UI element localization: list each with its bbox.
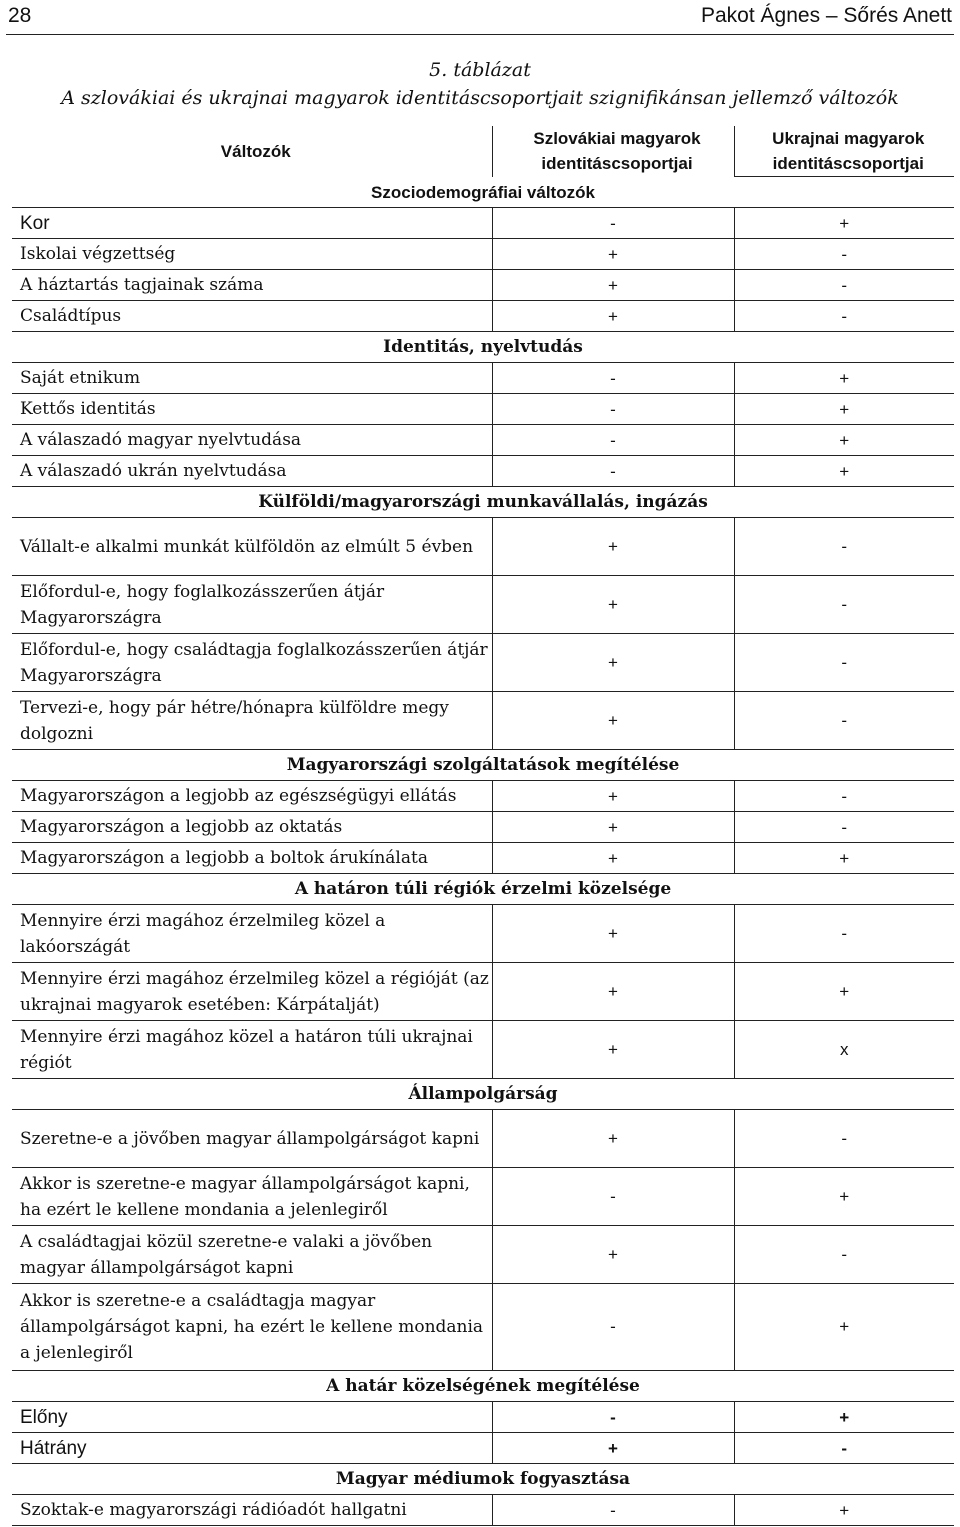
- row-label: A háztartás tagjainak száma: [12, 270, 492, 301]
- section-title: Magyarországi szolgáltatások megítélése: [12, 750, 954, 781]
- row-label: Mennyire érzi magához érzelmileg közel a lakóországát: [12, 905, 492, 963]
- value-slovakia: -: [492, 394, 734, 425]
- value-slovakia: +: [492, 692, 734, 750]
- value-ukraine: -: [734, 1433, 954, 1464]
- table-row: [12, 905, 954, 963]
- value-slovakia: -: [492, 1284, 734, 1371]
- value-ukraine: -: [734, 634, 954, 692]
- table-row: [12, 518, 954, 576]
- table-row: [12, 963, 954, 1021]
- table-row: [12, 1021, 954, 1079]
- table-row: [12, 1433, 954, 1464]
- table-row: [12, 239, 954, 270]
- table-row: [12, 812, 954, 843]
- row-label: Kor: [12, 208, 492, 239]
- value-slovakia: +: [492, 843, 734, 874]
- table-row: [12, 843, 954, 874]
- value-slovakia: +: [492, 781, 734, 812]
- value-ukraine: -: [734, 301, 954, 332]
- row-label: Mennyire érzi magához közel a határon túli ukrajnai régiót: [12, 1021, 492, 1079]
- table-row: [12, 208, 954, 239]
- value-slovakia: +: [492, 905, 734, 963]
- row-label: Mennyire érzi magához érzelmileg közel a régióját (az ukrajnai magyarok esetében: Kárpátalját): [12, 963, 492, 1021]
- value-ukraine: +: [734, 1402, 954, 1433]
- value-ukraine: +: [734, 363, 954, 394]
- section-row: [12, 874, 954, 905]
- table-row: [12, 692, 954, 750]
- value-slovakia: -: [492, 1168, 734, 1226]
- table-row: [12, 781, 954, 812]
- table-title: A szlovákiai és ukrajnai magyarok identitáscsoportjait szignifikánsan jellemző változók: [61, 87, 899, 109]
- value-ukraine: +: [734, 394, 954, 425]
- row-label: Magyarországon a legjobb az oktatás: [12, 812, 492, 843]
- table-header-row: [12, 126, 954, 177]
- section-title: Magyar médiumok fogyasztása: [12, 1464, 954, 1495]
- value-ukraine: +: [734, 1495, 954, 1526]
- value-slovakia: +: [492, 301, 734, 332]
- row-label: A családtagjai közül szeretne-e valaki a jövőben magyar állampolgárságot kapni: [12, 1226, 492, 1284]
- section-row: [12, 332, 954, 363]
- table-row: [12, 1495, 954, 1526]
- row-label: Szoktak-e magyarországi rádióadót hallgatni: [12, 1495, 492, 1526]
- value-slovakia: +: [492, 1110, 734, 1168]
- table-row: [12, 634, 954, 692]
- value-slovakia: -: [492, 1402, 734, 1433]
- section-row: [12, 1371, 954, 1402]
- value-slovakia: -: [492, 363, 734, 394]
- value-slovakia: +: [492, 239, 734, 270]
- table-row: [12, 1284, 954, 1371]
- row-label: A válaszadó magyar nyelvtudása: [12, 425, 492, 456]
- value-ukraine: +: [734, 963, 954, 1021]
- table-row: [12, 425, 954, 456]
- row-label: Hátrány: [12, 1433, 492, 1464]
- table-row: [12, 1168, 954, 1226]
- value-slovakia: +: [492, 518, 734, 576]
- table-row: [12, 1402, 954, 1433]
- page-authors: Pakot Ágnes – Sőrés Anett: [701, 4, 952, 27]
- value-slovakia: -: [492, 456, 734, 487]
- column-header-variables: Változók: [12, 126, 492, 177]
- table-row: [12, 1226, 954, 1284]
- value-slovakia: +: [492, 963, 734, 1021]
- row-label: Saját etnikum: [12, 363, 492, 394]
- row-label: Szeretne-e a jövőben magyar állampolgárságot kapni: [12, 1110, 492, 1168]
- value-ukraine: +: [734, 208, 954, 239]
- value-slovakia: +: [492, 634, 734, 692]
- table-row: [12, 576, 954, 634]
- value-ukraine: +: [734, 1168, 954, 1226]
- section-title: Identitás, nyelvtudás: [12, 332, 954, 363]
- row-label: Családtípus: [12, 301, 492, 332]
- section-title: A határon túli régiók érzelmi közelsége: [12, 874, 954, 905]
- column-header-ukraine: Ukrajnai magyarok identitáscsoportjai: [734, 126, 954, 177]
- value-ukraine: -: [734, 1110, 954, 1168]
- row-label: Előfordul-e, hogy családtagja foglalkozásszerűen átjár Magyarországra: [12, 634, 492, 692]
- section-title: Állampolgárság: [12, 1079, 954, 1110]
- value-ukraine: x: [734, 1021, 954, 1079]
- value-ukraine: -: [734, 905, 954, 963]
- row-label: Vállalt-e alkalmi munkát külföldön az elmúlt 5 évben: [12, 518, 492, 576]
- value-ukraine: -: [734, 518, 954, 576]
- row-label: Iskolai végzettség: [12, 239, 492, 270]
- value-ukraine: -: [734, 270, 954, 301]
- row-label: Akkor is szeretne-e a családtagja magyar állampolgárságot kapni, ha ezért le kellene mondania a jelenlegiről: [12, 1284, 492, 1371]
- section-row: [12, 177, 954, 208]
- value-ukraine: -: [734, 239, 954, 270]
- table-row: [12, 270, 954, 301]
- value-slovakia: -: [492, 425, 734, 456]
- row-label: A válaszadó ukrán nyelvtudása: [12, 456, 492, 487]
- table-row: [12, 1110, 954, 1168]
- section-title: A határ közelségének megítélése: [12, 1371, 954, 1402]
- table-row: [12, 363, 954, 394]
- page-header: [6, 0, 954, 35]
- table-number: 5. táblázat: [429, 59, 531, 81]
- value-slovakia: -: [492, 208, 734, 239]
- section-title: Szociodemográfiai változók: [12, 177, 954, 208]
- value-ukraine: -: [734, 1226, 954, 1284]
- table-row: [12, 301, 954, 332]
- section-row: [12, 1464, 954, 1495]
- page-number: 28: [8, 4, 32, 27]
- section-row: [12, 750, 954, 781]
- column-header-slovakia: Szlovákiai magyarok identitáscsoportjai: [492, 126, 734, 177]
- row-label: Előfordul-e, hogy foglalkozásszerűen átjár Magyarországra: [12, 576, 492, 634]
- value-ukraine: +: [734, 456, 954, 487]
- section-row: [12, 1079, 954, 1110]
- value-ukraine: -: [734, 812, 954, 843]
- value-slovakia: -: [492, 1495, 734, 1526]
- value-slovakia: +: [492, 1226, 734, 1284]
- value-ukraine: -: [734, 781, 954, 812]
- row-label: Előny: [12, 1402, 492, 1433]
- row-label: Magyarországon a legjobb az egészségügyi ellátás: [12, 781, 492, 812]
- value-slovakia: +: [492, 270, 734, 301]
- table-row: [12, 456, 954, 487]
- value-slovakia: +: [492, 1433, 734, 1464]
- value-slovakia: +: [492, 812, 734, 843]
- value-ukraine: -: [734, 692, 954, 750]
- value-slovakia: +: [492, 1021, 734, 1079]
- section-row: [12, 487, 954, 518]
- row-label: Akkor is szeretne-e magyar állampolgárságot kapni, ha ezért le kellene mondania a jelenlegiről: [12, 1168, 492, 1226]
- variables-table: [12, 126, 954, 1526]
- value-ukraine: +: [734, 425, 954, 456]
- row-label: Tervezi-e, hogy pár hétre/hónapra külföldre megy dolgozni: [12, 692, 492, 750]
- value-ukraine: +: [734, 843, 954, 874]
- value-ukraine: +: [734, 1284, 954, 1371]
- section-title: Külföldi/magyarországi munkavállalás, ingázás: [12, 487, 954, 518]
- row-label: Magyarországon a legjobb a boltok árukínálata: [12, 843, 492, 874]
- row-label: Kettős identitás: [12, 394, 492, 425]
- table-row: [12, 394, 954, 425]
- value-ukraine: -: [734, 576, 954, 634]
- value-slovakia: +: [492, 576, 734, 634]
